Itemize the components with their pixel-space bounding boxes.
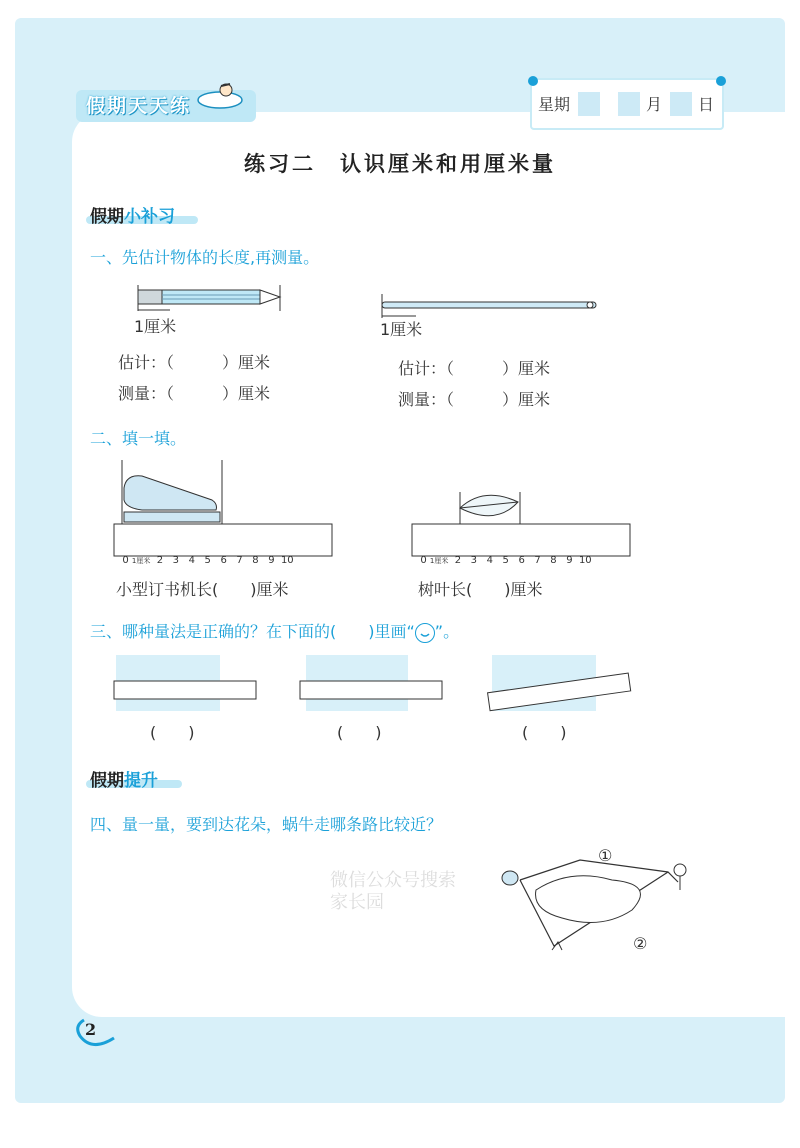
ruler-option-1 [112, 655, 262, 713]
day-label: 日 [698, 95, 715, 114]
mascot-icon [190, 78, 250, 118]
option-1-answer[interactable]: ( ) [150, 723, 195, 742]
month-label: 月 [646, 95, 663, 114]
ruler-option-3 [484, 655, 634, 713]
page-title: 练习二 认识厘米和用厘米量 [244, 152, 556, 176]
stapler-length-fill[interactable]: 小型订书机长( )厘米 [116, 580, 289, 599]
question-4 [90, 812, 442, 835]
straw-unit-label: 1厘米 [380, 320, 423, 339]
ruler-tick-labels: 0 1厘米 2 3 4 5 6 7 8 9 10 [122, 555, 294, 566]
leaf-length-fill[interactable]: 树叶长( )厘米 [418, 580, 543, 599]
pin-icon [716, 76, 726, 86]
pencil-measure[interactable]: 测量：（ ）厘米 [118, 384, 271, 403]
snail-route-map [492, 846, 702, 964]
brand-title: 假期天天练 [86, 95, 192, 117]
day-blank[interactable] [670, 92, 692, 116]
pencil-unit-label: 1厘米 [134, 317, 177, 336]
question-1: 一、先估计物体的长度,再测量。 [90, 248, 320, 267]
weekday-blank[interactable] [578, 92, 600, 116]
question-3: 三、哪种量法是正确的？在下面的( )里画“ ”。 [90, 622, 460, 641]
weekday-label: 星期 [538, 95, 571, 114]
route-1-label: ① [598, 846, 613, 865]
route-2-label: ② [633, 934, 648, 953]
straw-estimate[interactable]: 估计：（ ）厘米 [398, 359, 551, 378]
question-2: 二、填一填。 [90, 429, 187, 448]
ruler-option-2 [298, 655, 448, 713]
option-3-answer[interactable]: ( ) [522, 723, 567, 742]
page-number-ornament [70, 1000, 130, 1052]
straw-measure[interactable]: 测量：（ ）厘米 [398, 390, 551, 409]
watermark: 微信公众号搜索家长园 [330, 870, 456, 913]
section-tag-advance: 假期提升 [90, 766, 158, 791]
ruler-tick-labels: 0 1厘米 2 3 4 5 6 7 8 9 10 [420, 555, 592, 566]
page-number: 2 [85, 1020, 97, 1039]
month-blank[interactable] [618, 92, 640, 116]
pencil-estimate[interactable]: 估计：（ ）厘米 [118, 353, 271, 372]
question-4-text: 四、量一量，要到达花朵，蜗牛走哪条路比较近？ [90, 815, 443, 834]
stapler-ruler-ticks [120, 524, 320, 534]
option-2-answer[interactable]: ( ) [337, 723, 382, 742]
pin-icon [528, 76, 538, 86]
section-tag-review: 假期小补习 [90, 202, 175, 227]
date-box [530, 78, 724, 130]
smiley-icon [415, 623, 435, 643]
